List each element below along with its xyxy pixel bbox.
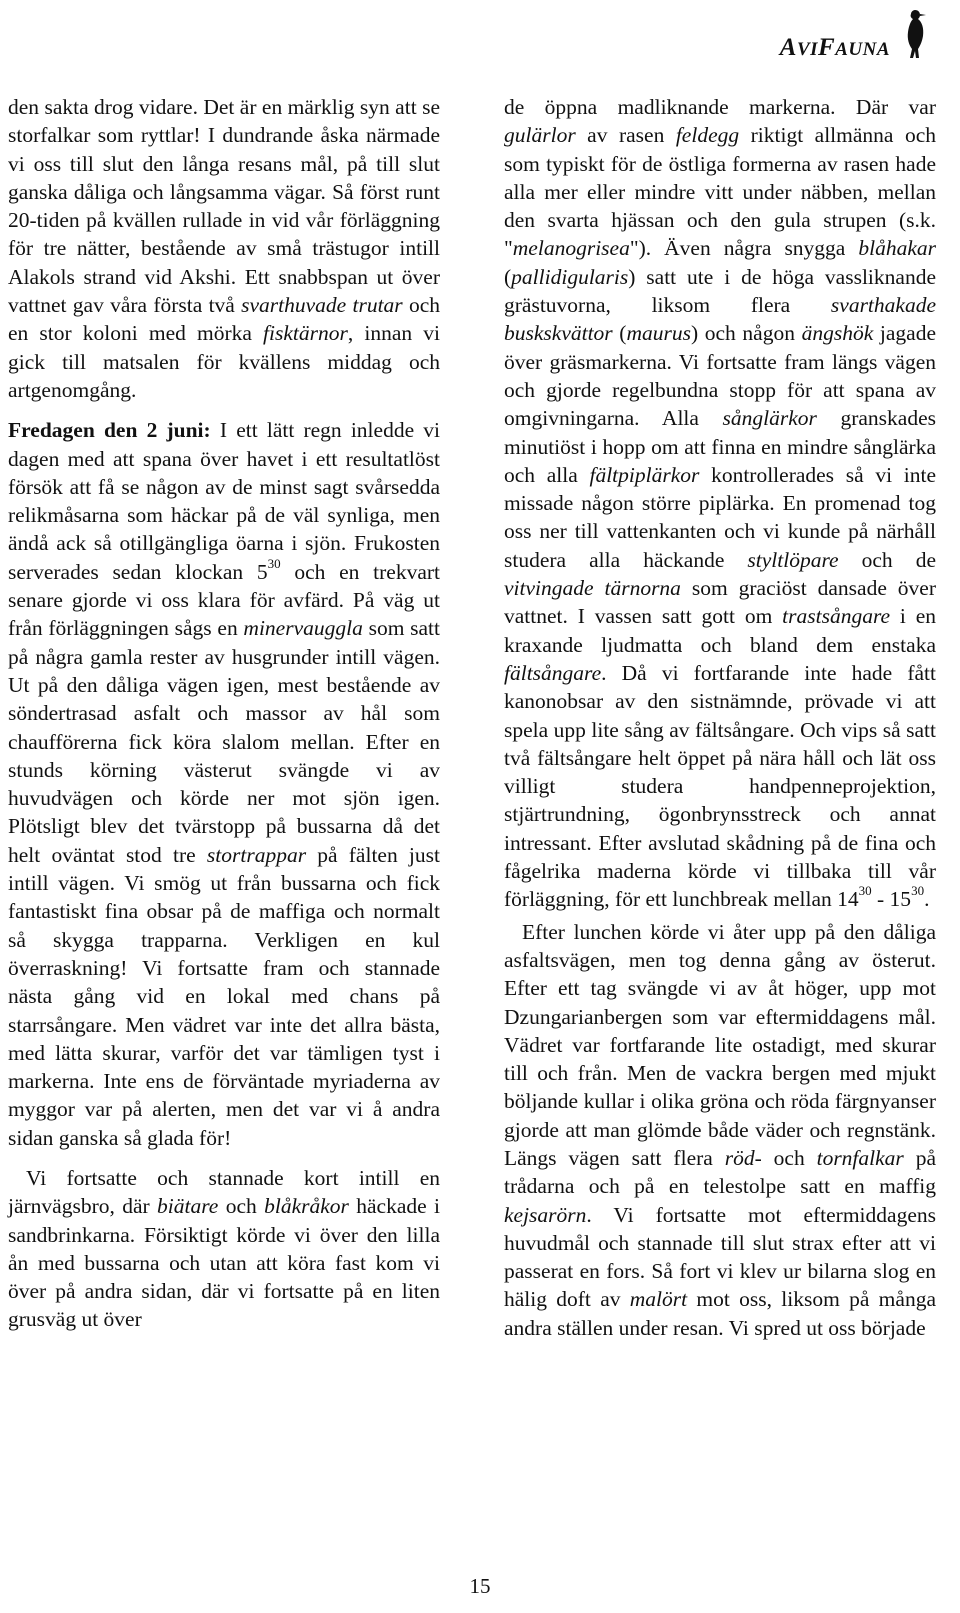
species-name: trastsångare xyxy=(782,604,891,629)
left-column xyxy=(8,93,440,1346)
species-name: svarthuvade trutar xyxy=(241,293,403,318)
species-name: minervauggla xyxy=(243,616,363,641)
species-name: svarthakade buskskvättor xyxy=(504,293,936,346)
text-run: ) satt ute i de höga vassliknande grästuvorna, liksom flera xyxy=(504,264,936,318)
text-run: de öppna madliknande markerna. Där var xyxy=(504,95,936,119)
logo-part-f: F xyxy=(818,34,836,61)
text-run: som satt på några gamla rester av husgrunder intill vägen. Ut på den dåliga vägen igen, mest bestående av söndertrasad asfalt och massor av hål som chaufförerna fick köra slalom mellan. Efter en stunds körning västerut svängde vi av huvudvägen och körde ner mot sjön igen. Plötsligt blev det tvärstopp på bussarna då det helt oväntat stod tre xyxy=(8,616,440,867)
text-run: och xyxy=(218,1194,265,1219)
bird-silhouette-icon xyxy=(902,8,928,60)
text-run: och en trekvart senare gjorde vi oss klara för avfärd. På väg ut från förläggningen sågs en xyxy=(8,559,440,641)
species-name: blåkråkor xyxy=(264,1194,349,1219)
paragraph xyxy=(504,918,936,1342)
species-name: malört xyxy=(629,1287,688,1312)
species-name: fältpiplärkor xyxy=(589,462,700,487)
species-name: vitvingade tärnorna xyxy=(504,576,681,601)
text-run: ) och någon xyxy=(690,321,802,346)
superscript: 30 xyxy=(911,883,925,899)
logo-part-vi: VI xyxy=(796,39,819,60)
species-name: gulärlor xyxy=(504,123,576,148)
text-run: och de xyxy=(838,547,936,572)
text-run: . Vi fortsatte mot eftermiddagens huvudmål och stannade till slut strax efter att vi passerat en fors. Så fort vi klev ur bilarna slog en hälig doft av xyxy=(504,1202,936,1312)
text-run: som graciöst dansade över vattnet. I vassen satt gott om xyxy=(504,576,936,629)
text-run: och xyxy=(761,1145,817,1170)
text-run: riktigt allmänna och som typiskt för de östliga formerna av rasen hade alla mer eller mindre vitt under näbben, mellan den svarta hjässan och den gula strupen (s.k. " xyxy=(504,123,936,261)
species-name: styltlöpare xyxy=(747,547,839,572)
text-run: , innan vi gick till matsalen för kvällens middag och artgenomgång. xyxy=(8,321,440,402)
text-run: ( xyxy=(612,321,627,346)
species-name: röd- xyxy=(724,1145,762,1170)
species-name: kejsarörn xyxy=(504,1202,587,1227)
species-name: pallidigularis xyxy=(511,264,629,289)
superscript: 30 xyxy=(267,555,281,571)
text-run: I ett lätt regn inledde vi dagen med att spana över havet i ett resultatlöst försök att få se någon av de minst sagt svårsedda relikmåsarna som häckar på de väl synliga, men ändå ack så otillgängliga öarna i sjön. Frukosten serverades sedan klockan 5 xyxy=(8,418,441,584)
text-run: granskades minutiöst i hopp om att finna en mindre sånglärka och alla xyxy=(504,406,937,487)
page-header xyxy=(698,8,938,64)
species-name: biätare xyxy=(157,1194,219,1219)
text-run: ( xyxy=(504,264,512,289)
text-run: mot oss, liksom på många andra ställen under resan. Vi spred ut oss började xyxy=(504,1287,936,1340)
species-name: melanogrisea xyxy=(512,236,630,261)
species-name: blåhakar xyxy=(858,236,936,261)
text-run: . Då vi fortfarande inte hade fått kanonobsar av den sistnämnde, prövade vi att spela upp lite sång av fältsångare. Och vips så satt två fältsångare helt öppet på nära håll och lät oss villigt studera handpenneprojektion, stjärtrundning, ögonbrynsstreck och annat intressant. Efter avslutad skådning på de fina och fågelrika maderna körde vi tillbaka till vår förläggning, för ett lunchbreak mellan 14 xyxy=(504,660,936,912)
paragraph xyxy=(504,93,936,914)
species-name: fisktärnor xyxy=(263,321,348,346)
journal-logo xyxy=(780,34,890,62)
text-run: "). Även några snygga xyxy=(629,236,859,261)
right-column xyxy=(504,93,936,1354)
species-name: feldegg xyxy=(675,123,740,148)
text-run: - 15 xyxy=(871,887,912,912)
superscript: 30 xyxy=(858,883,872,899)
species-name: tornfalkar xyxy=(816,1145,904,1170)
text-run: i en kraxande ljudmatta och bland dem enstaka xyxy=(504,604,936,657)
text-run: Efter lunchen körde vi åter upp på den dåliga asfaltsvägen, men tog denna gång av österut. Efter ett tag svängde vi av åt höger, upp mot Dzungarianbergen som var eftermiddagens mål. Vädret var fortfarande lite ostadigt, med skurar till och från. Men de vackra bergen med mjukt böljande kullar i olika gröna och röda färgnyanser gjorde att man glömde både väder och regnstänk. Längs vägen satt flera xyxy=(504,919,936,1170)
paragraph xyxy=(8,1164,440,1334)
paragraph xyxy=(8,93,440,404)
species-name: ängshök xyxy=(801,321,874,346)
text-run: på trådarna och på en telestolpe satt en maffig xyxy=(504,1145,936,1199)
species-name: sånglärkor xyxy=(722,406,817,431)
species-name: stortrappar xyxy=(206,842,307,867)
day-heading: Fredagen den 2 juni: xyxy=(8,418,211,443)
text-run: jagade över gräsmarkerna. Vi fortsatte fram längs vägen och gjorde regelbundna stopp för att spana av omgivningarna. Alla xyxy=(504,321,936,431)
text-run: kontrollerades så vi inte missade någon större piplärka. En promenad tog oss ner till vattenkanten och vi kunde på närhåll studera alla häckande xyxy=(504,462,937,572)
species-name: fältsångare xyxy=(504,660,602,685)
logo-part-auna: AUNA xyxy=(835,39,890,60)
paragraph xyxy=(8,416,440,1152)
text-run: häckade i sandbrinkarna. Försiktigt körde vi över den lilla ån med bussarna och utan att köra fast kom vi över på andra sidan, där vi fortsatte på en liten grusväg ut över xyxy=(8,1194,440,1332)
text-run: den sakta drog vidare. Det är en märklig syn att se storfalkar som ryttlar! I dundrande åska närmade vi oss till slut den långa resans mål, på till slut ganska dåliga och långsamma vägar. Så först runt 20-tiden på kvällen rullade in vid vår förläggning för tre nätter, bestående av små trästugor intill Alakols strand vid Akshi. Ett snabbspan ut över vattnet gav våra första två xyxy=(8,95,440,318)
text-run: av rasen xyxy=(575,123,676,148)
text-run: Vi fortsatte och stannade kort intill en järnvägsbro, där xyxy=(8,1165,440,1219)
text-run: på fälten just intill vägen. Vi smög ut från bussarna och fick fantastiskt fina obsar på de maffiga och normalt så skygga trapparna. Verkligen en kul överraskning! Vi fortsatte fram och stannade nästa gång vid en lokal med chans på starrsångare. Men vädret var inte det allra bästa, med lätta skurar, varför det var tämligen tyst i markerna. Inte ens de förväntade myriaderna av myggor var på alerten, men det var vi å andra sidan ganska så glada för! xyxy=(8,842,440,1150)
page-number: 15 xyxy=(469,1574,491,1598)
text-run: . xyxy=(924,887,930,912)
text-run: och en stor koloni med mörka xyxy=(8,293,440,346)
species-name: maurus xyxy=(626,321,691,346)
logo-part-a: A xyxy=(779,34,797,61)
